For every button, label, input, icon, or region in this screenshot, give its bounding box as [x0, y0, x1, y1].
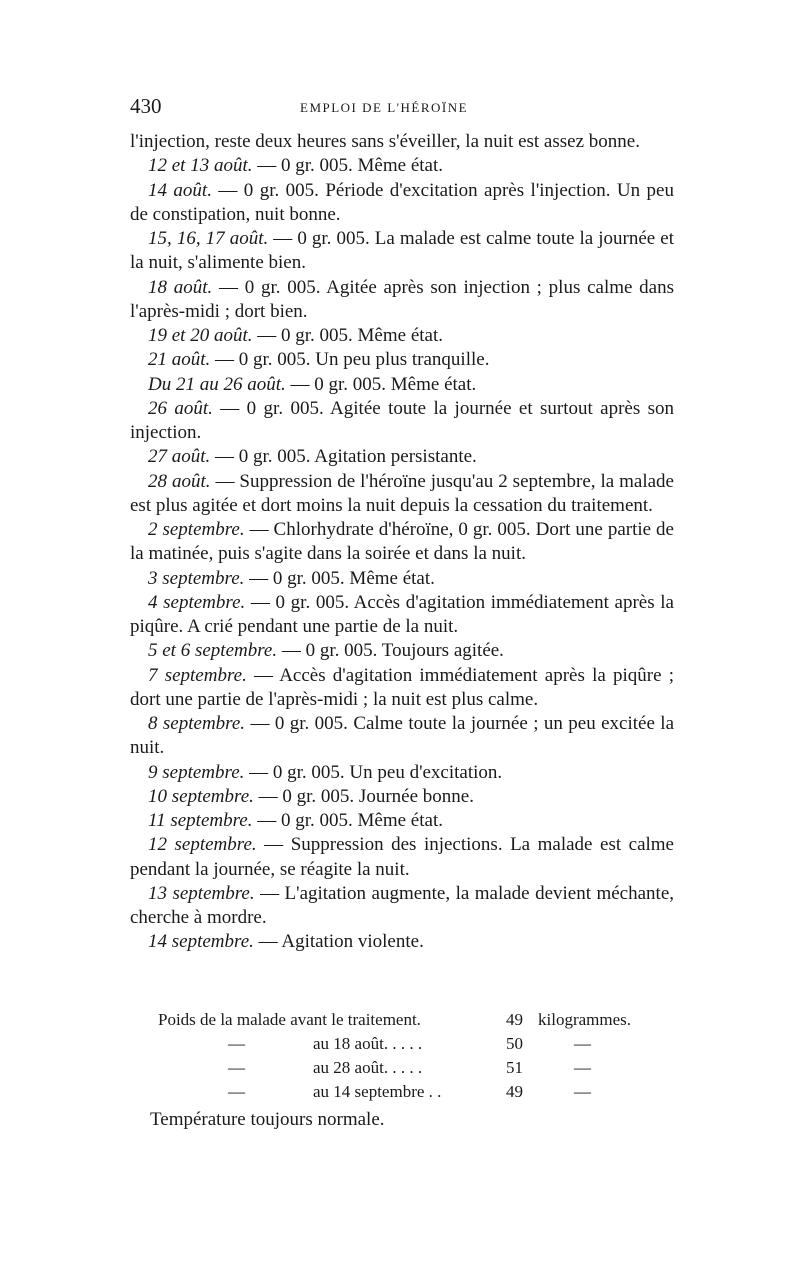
weights-row	[158, 1032, 658, 1056]
weights-date: au 28 août. . . . .	[313, 1058, 423, 1077]
entry-date: 11 septembre.	[148, 810, 253, 831]
entry-text: — 0 gr. 005. Agitée après son injection ; plus calme dans l'après-midi ; dort bien.	[130, 276, 674, 322]
entry-text: — Suppression de l'héroïne jusqu'au 2 septembre, la malade est plus agitée et dort moins la nuit depuis la cessation du traitement.	[130, 470, 674, 516]
entry-text: — 0 gr. 005. Accès d'agitation immédiatement après la piqûre. A crié pendant une partie de la nuit.	[130, 591, 674, 637]
journal-entries	[130, 130, 674, 955]
entry-text: — 0 gr. 005. Un peu plus tranquille.	[210, 349, 490, 371]
entry-text: — Suppression des injections. La malade est calme pendant la journée, se réagite la nuit.	[130, 834, 674, 880]
entry-date: Du 21 au 26 août.	[148, 373, 286, 395]
journal-entry	[130, 130, 674, 154]
entry-text: — 0 gr. 005. La malade est calme toute la journée et la nuit, s'alimente bien.	[130, 228, 674, 274]
entry-text: — 0 gr. 005. Période d'excitation après l'injection. Un peu de constipation, nuit bonne.	[130, 179, 674, 225]
weights-value: 49	[506, 1010, 523, 1029]
ditto-dash: —	[574, 1082, 591, 1101]
ditto-dash: —	[228, 1034, 245, 1053]
ditto-dash: —	[228, 1082, 245, 1101]
ditto-dash: —	[574, 1058, 591, 1077]
entry-date: 8 septembre.	[148, 713, 246, 734]
weights-date: au 18 août. . . . .	[313, 1034, 423, 1053]
entry-date: 12 et 13 août.	[148, 155, 253, 177]
page-header	[130, 94, 674, 124]
entry-text: — 0 gr. 005. Même état.	[252, 155, 443, 177]
entry-text: — L'agitation augmente, la malade devient méchante, cherche à mordre.	[130, 882, 674, 928]
journal-entry	[130, 882, 674, 931]
entry-text: — 0 gr. 005. Agitée toute la journée et surtout après son injection.	[130, 397, 675, 443]
entry-date: 13 septembre.	[148, 882, 255, 904]
journal-entry	[130, 591, 674, 640]
entry-date: 26 août.	[148, 397, 213, 419]
ditto-dash: —	[574, 1034, 591, 1053]
weights-date: au 14 septembre . .	[313, 1082, 442, 1101]
ditto-dash: —	[228, 1058, 245, 1077]
journal-entry	[130, 712, 674, 761]
journal-entry	[130, 445, 674, 469]
weights-table	[158, 1008, 658, 1104]
weights-label: Poids de la malade avant le traitement.	[158, 1010, 421, 1029]
closing-line: Température toujours normale.	[150, 1109, 385, 1130]
entry-text: — 0 gr. 005. Agitation persistante.	[210, 446, 477, 468]
entry-date: 15, 16, 17 août.	[148, 228, 269, 249]
weights-value: 50	[506, 1034, 523, 1053]
journal-entry	[130, 348, 674, 372]
entry-date: 3 septembre.	[148, 567, 245, 589]
entry-date: 5 et 6 septembre.	[148, 640, 278, 662]
weights-value: 49	[506, 1082, 523, 1101]
journal-entry	[130, 567, 674, 591]
entry-date: 21 août.	[148, 349, 211, 371]
journal-entry	[130, 930, 674, 954]
entry-date: 7 septembre.	[148, 664, 247, 686]
entry-text: — Chlorhydrate d'héroïne, 0 gr. 005. Dort une partie de la matinée, puis s'agite dans la soirée et dans la nuit.	[130, 519, 674, 565]
entry-text: — 0 gr. 005. Même état.	[252, 810, 443, 831]
entry-text: — Accès d'agitation immédiatement après la piqûre ; dort une partie de l'après-midi ; la nuit est plus calme.	[130, 664, 674, 710]
journal-entry	[130, 324, 674, 348]
journal-entry	[130, 276, 674, 325]
page-number: 430	[130, 94, 162, 118]
entry-text: — 0 gr. 005. Même état.	[244, 567, 435, 589]
entry-date: 19 et 20 août.	[148, 325, 253, 346]
journal-entry	[130, 179, 674, 228]
entry-date: 12 septembre.	[148, 834, 257, 856]
journal-entry	[130, 397, 674, 446]
entry-date: 14 septembre.	[148, 931, 254, 953]
entry-date: 4 septembre.	[148, 591, 246, 613]
entry-text: — 0 gr. 005. Même état.	[252, 325, 443, 346]
running-title: EMPLOI DE L'HÉROÏNE	[300, 100, 469, 115]
entry-text: — 0 gr. 005. Un peu d'excitation.	[244, 761, 503, 783]
entry-text: — 0 gr. 005. Journée bonne.	[253, 785, 474, 807]
entry-text: — 0 gr. 005. Même état.	[285, 373, 477, 395]
journal-entry	[130, 809, 674, 833]
journal-entry	[130, 664, 674, 713]
weights-unit: kilogrammes.	[538, 1010, 632, 1029]
journal-entry	[130, 227, 674, 276]
entry-date: 27 août.	[148, 446, 211, 468]
entry-text: l'injection, reste deux heures sans s'éveiller, la nuit est assez bonne.	[130, 131, 640, 152]
entry-text: — 0 gr. 005. Toujours agitée.	[277, 640, 504, 662]
entry-date: 14 août.	[148, 179, 212, 201]
journal-entry	[130, 518, 674, 567]
entry-text: — 0 gr. 005. Calme toute la journée ; un peu excitée la nuit.	[130, 713, 675, 759]
journal-entry	[130, 470, 674, 519]
weights-row	[158, 1080, 658, 1104]
journal-entry	[130, 785, 674, 809]
entry-date: 9 septembre.	[148, 761, 245, 783]
entry-date: 10 septembre.	[148, 785, 254, 807]
journal-entry	[130, 761, 674, 785]
weights-row-initial	[158, 1008, 658, 1032]
journal-entry	[130, 154, 674, 178]
journal-entry	[130, 833, 674, 882]
journal-entry	[130, 639, 674, 663]
weights-value: 51	[506, 1058, 523, 1077]
entry-date: 2 septembre.	[148, 519, 245, 540]
entry-date: 18 août.	[148, 276, 213, 298]
entry-text: — Agitation violente.	[253, 931, 424, 953]
entry-date: 28 août.	[148, 470, 211, 492]
journal-entry	[130, 373, 674, 397]
weights-row	[158, 1056, 658, 1080]
